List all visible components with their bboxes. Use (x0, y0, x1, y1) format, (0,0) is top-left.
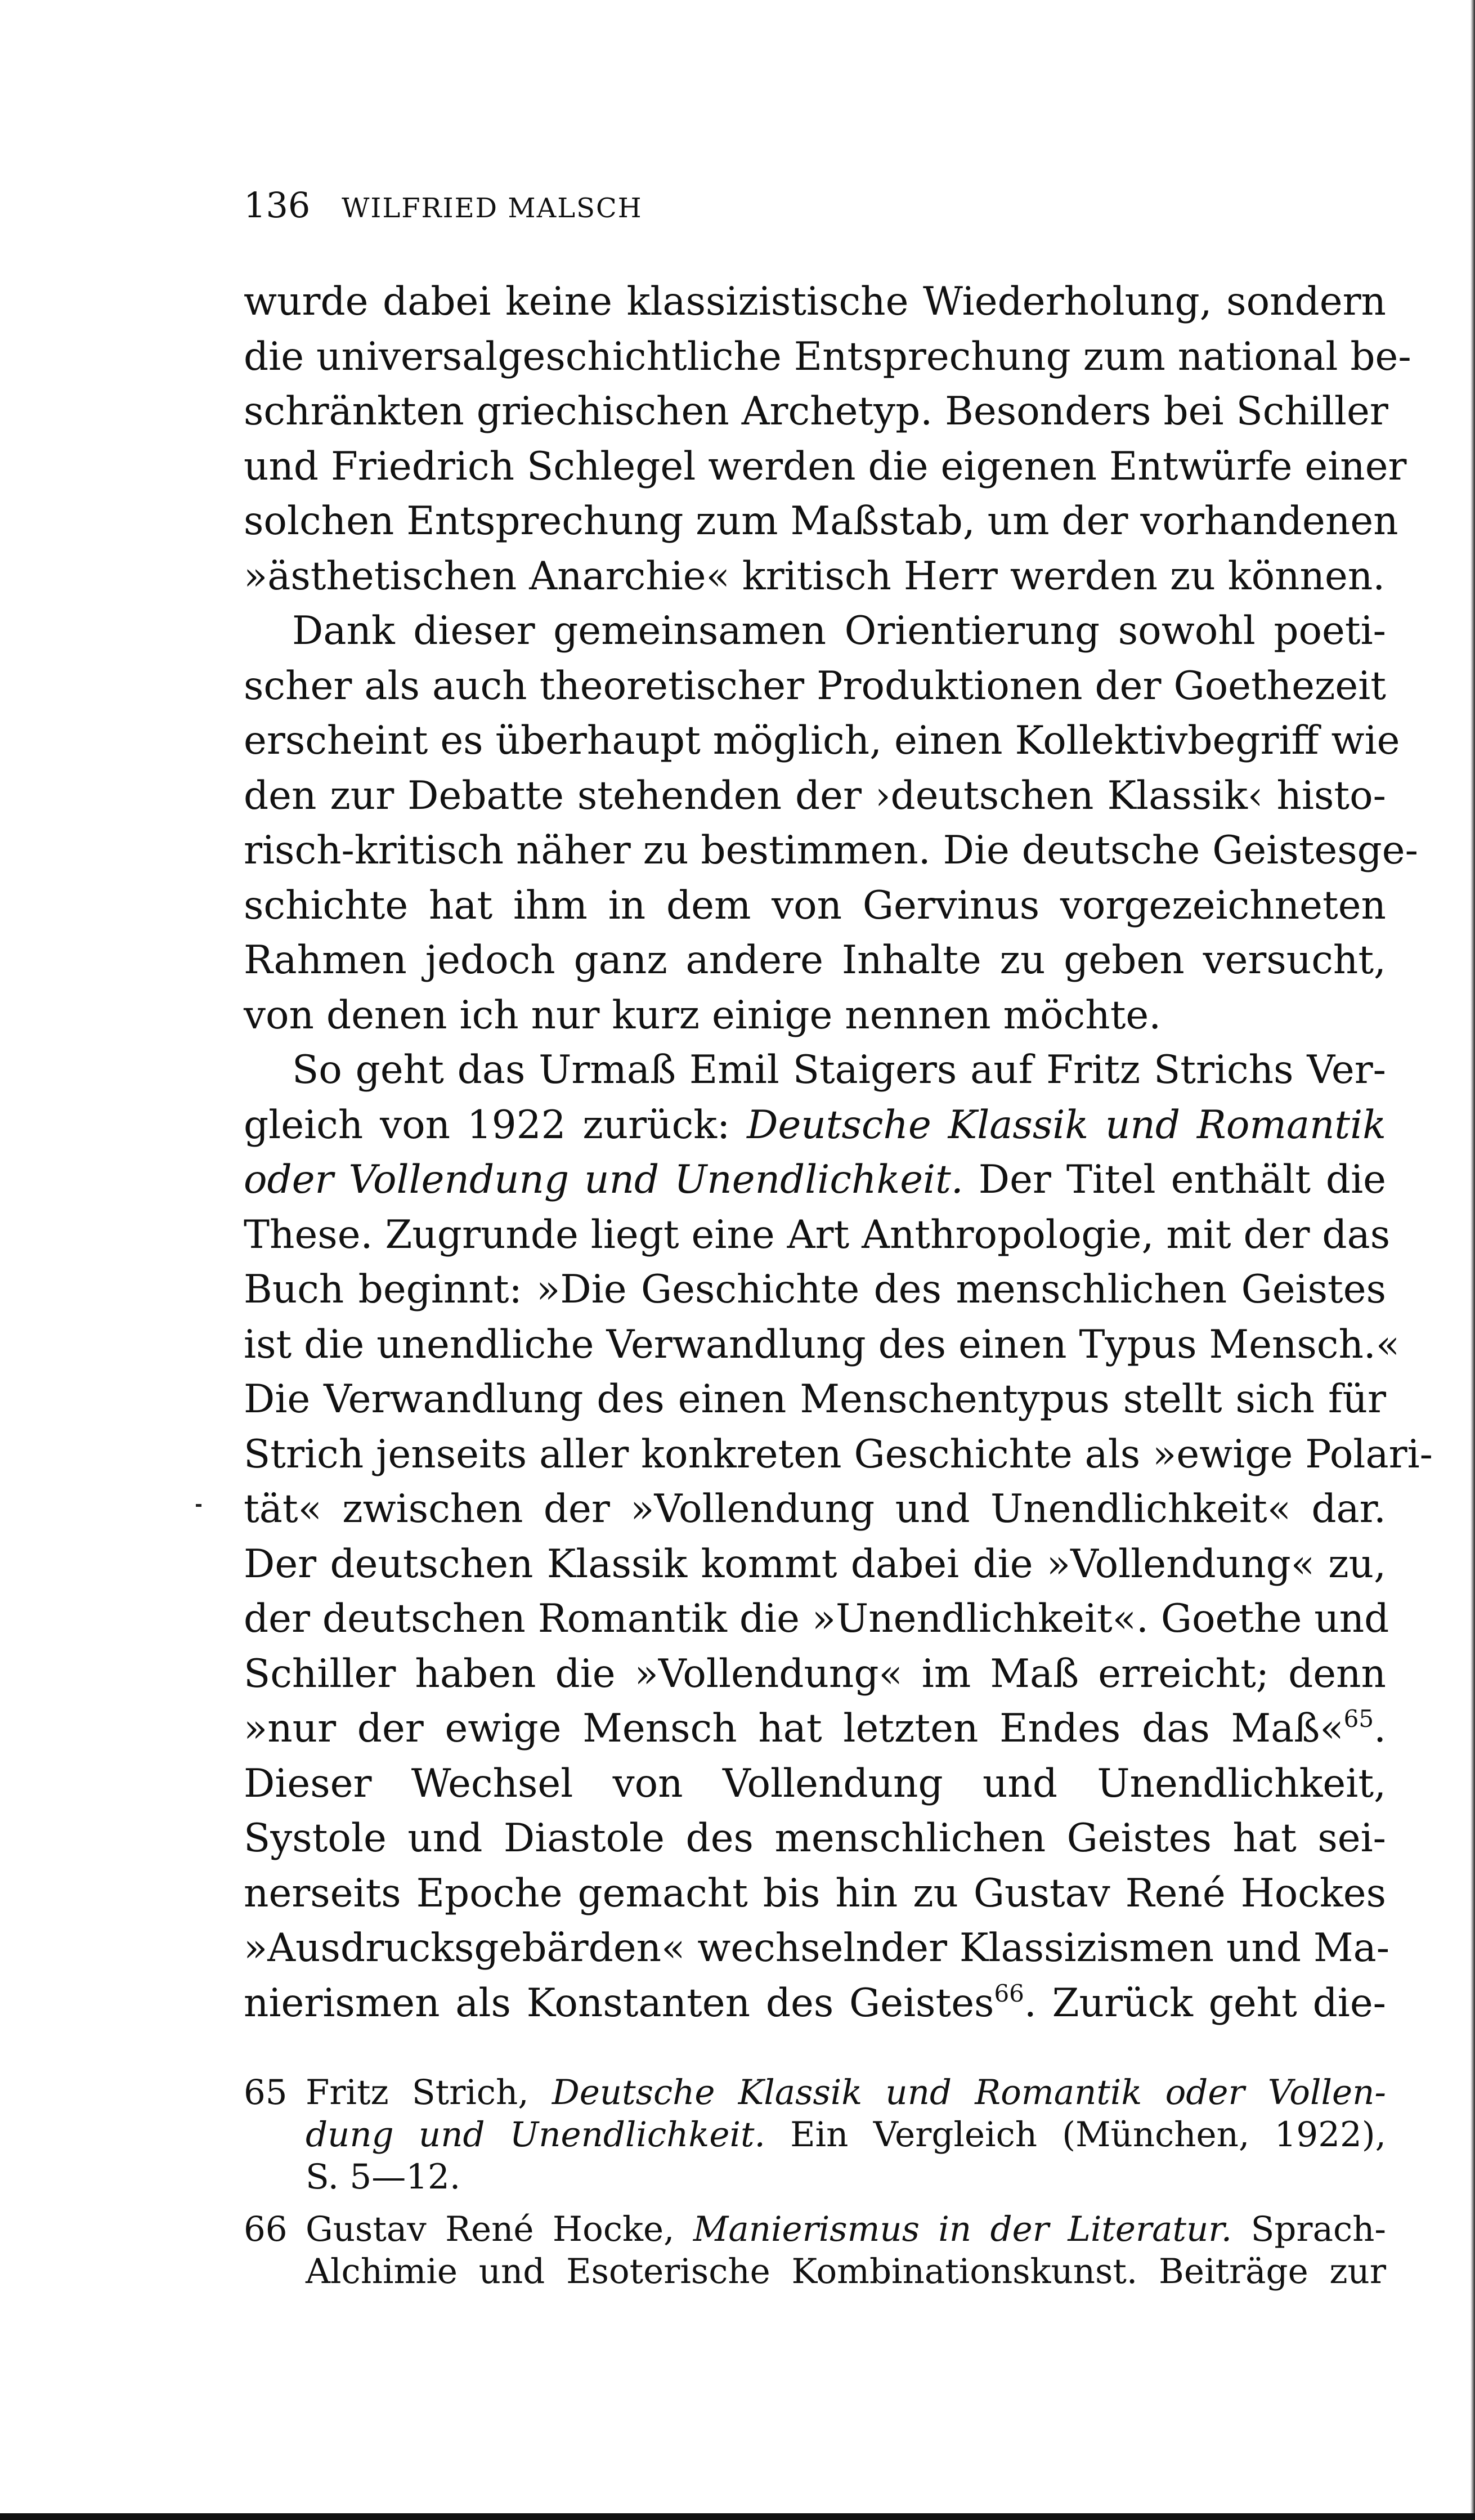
footnote-line: S. 5—12. (306, 2157, 461, 2197)
footnote-author: Fritz Strich, (306, 2073, 529, 2112)
footnote-number: 66 (244, 2209, 288, 2249)
text-line: risch-kritisch näher zu bestimmen. Die deutsche Geistesge- (244, 828, 1418, 873)
text-line: Dieser Wechsel von Vollendung und Unendlichkeit, (244, 1761, 1386, 1806)
text-line: Systole und Diastole des menschlichen Geistes hat sei- (244, 1816, 1386, 1861)
text-line: und Friedrich Schlegel werden die eigenen Entwürfe einer (244, 444, 1407, 489)
footnote-line (306, 2071, 1386, 2114)
text-line: So geht das Urmaß Emil Staigers auf Fritz Strichs Ver- (292, 1048, 1386, 1093)
text-line: schränkten griechischen Archetyp. Besonders bei Schiller (244, 389, 1388, 434)
footnote-65 (244, 2071, 1386, 2198)
text-line: ist die unendliche Verwandlung des einen Typus Mensch.« (244, 1322, 1400, 1367)
text-line (244, 1153, 1386, 1208)
text-line: die universalgeschichtliche Entsprechung zum national be- (244, 334, 1411, 379)
text-run: . (1374, 1706, 1386, 1751)
footnote-66 (244, 2208, 1386, 2293)
footnote-number: 65 (244, 2073, 288, 2112)
text-run: . Zurück geht die- (1024, 1980, 1386, 2026)
text-line (244, 1976, 1386, 2031)
text-line: These. Zugrunde liegt eine Art Anthropologie, mit der das (244, 1212, 1391, 1257)
main-text (244, 275, 1433, 2031)
text-run: »nur der ewige Mensch hat letzten Endes das Maß« (244, 1706, 1344, 1751)
footnote-ref-66: 66 (994, 1979, 1024, 2007)
text-run: Der Titel enthält die (978, 1157, 1387, 1202)
footnote-line (306, 2114, 1386, 2156)
scan-edge-bottom (0, 2513, 1475, 2520)
text-line: wurde dabei keine klassizistische Wiederholung, sondern (244, 279, 1386, 324)
text-line: erscheint es überhaupt möglich, einen Kollektivbegriff wie (244, 718, 1400, 763)
footnote-text: Sprach- (1250, 2209, 1387, 2249)
text-line: schichte hat ihm in dem von Gervinus vorgezeichneten (244, 883, 1386, 928)
footnotes (244, 2071, 1386, 2303)
scan-speck (196, 1504, 201, 1507)
running-header (244, 183, 643, 231)
footnote-title: Deutsche Klassik und Romantik oder Vollen- (552, 2073, 1386, 2112)
text-line: Rahmen jedoch ganz andere Inhalte zu geben versucht, (244, 938, 1386, 983)
footnote-text: Ein Vergleich (München, 1922), (790, 2115, 1387, 2155)
text-line: Schiller haben die »Vollendung« im Maß erreicht; denn (244, 1651, 1386, 1697)
text-line: »ästhetischen Anarchie« kritisch Herr werden zu können. (244, 553, 1386, 599)
footnote-ref-65: 65 (1343, 1705, 1374, 1733)
text-run: nierismen als Konstanten des Geistes (244, 1980, 994, 2026)
text-line: solchen Entsprechung zum Maßstab, um der vorhandenen (244, 499, 1398, 544)
text-line: Dank dieser gemeinsamen Orientierung sowohl poeti- (292, 608, 1386, 654)
running-head-author: WILFRIED MALSCH (342, 193, 643, 224)
text-run: gleich von 1922 zurück: (244, 1102, 730, 1148)
text-line: von denen ich nur kurz einige nennen möchte. (244, 992, 1162, 1038)
footnote-line: Alchimie und Esoterische Kombinationskunst. Beiträge zur (306, 2252, 1386, 2291)
text-line: tät« zwischen der »Vollendung und Unendlichkeit« dar. (244, 1487, 1386, 1532)
text-line: den zur Debatte stehenden der ›deutschen Klassik‹ histo- (244, 773, 1386, 818)
footnote-title: dung und Unendlichkeit. (306, 2115, 765, 2155)
page-number: 136 (244, 185, 311, 226)
book-title: oder Vollendung und Unendlichkeit. (244, 1157, 963, 1202)
scan-edge-right (1470, 0, 1475, 2520)
text-line: Die Verwandlung des einen Menschentypus stellt sich für (244, 1377, 1386, 1422)
footnote-author: Gustav René Hocke, (306, 2209, 675, 2249)
text-line (244, 1702, 1386, 1757)
footnote-line (306, 2208, 1386, 2250)
footnote-title: Manierismus in der Literatur. (693, 2209, 1232, 2249)
book-title: Deutsche Klassik und Romantik (747, 1102, 1387, 1148)
text-line: Der deutschen Klassik kommt dabei die »Vollendung« zu, (244, 1541, 1386, 1587)
text-line: scher als auch theoretischer Produktionen der Goethezeit (244, 663, 1386, 709)
text-line: nerseits Epoche gemacht bis hin zu Gustav René Hockes (244, 1870, 1386, 1916)
text-line: »Ausdrucksgebärden« wechselnder Klassizismen und Ma- (244, 1926, 1390, 1971)
text-line: Buch beginnt: »Die Geschichte des menschlichen Geistes (244, 1267, 1386, 1312)
text-line: der deutschen Romantik die »Unendlichkeit«. Goethe und (244, 1596, 1389, 1641)
text-line (244, 1098, 1386, 1153)
text-line: Strich jenseits aller konkreten Geschichte als »ewige Polari- (244, 1431, 1433, 1477)
